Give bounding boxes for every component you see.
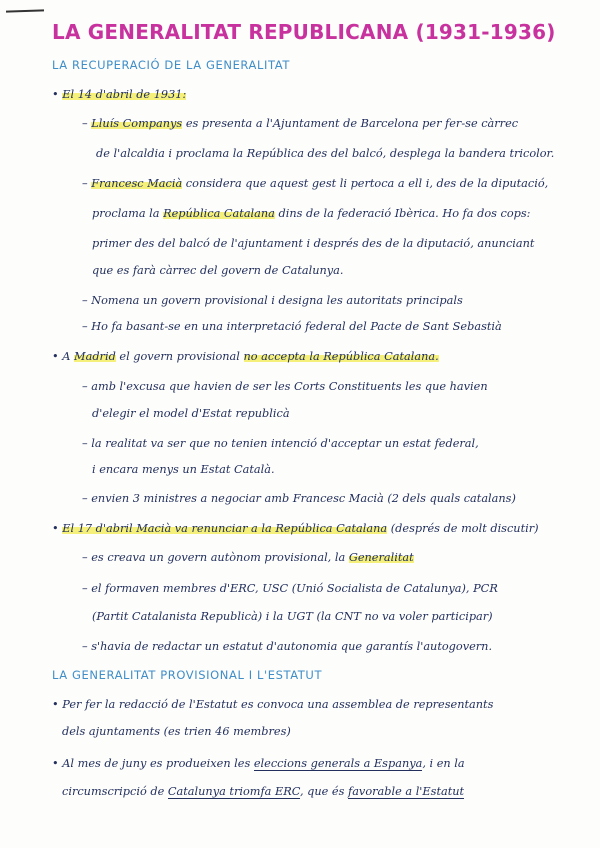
page-title: LA GENERALITAT REPUBLICANA (1931-1936) — [52, 20, 556, 44]
dash-line: – Nomena un govern provisional i designa les autoritats principals — [82, 294, 463, 307]
line-text: de l'alcaldia i proclama la República des del balcó, desplega la bandera tricolor. — [96, 147, 555, 160]
bullet-line: • Al mes de juny es produeixen les eleccions generals a Espanya, i en la — [52, 757, 465, 770]
dash-line: – es creava un govern autònom provisional, la Generalitat — [82, 551, 414, 564]
highlight-date: El 14 d'abril de 1931: — [62, 88, 187, 101]
line-text: , i en la — [422, 757, 465, 770]
line-text: Al mes de juny es produeixen les — [62, 757, 254, 770]
dash-line: – Francesc Macià considera que aquest gest li pertoca a ell i, des de la diputació, — [82, 177, 549, 190]
line-text: , que és — [299, 785, 349, 798]
dash-line: – envien 3 ministres a negociar amb Francesc Macià (2 dels quals catalans) — [82, 492, 516, 505]
line-text: Nomena un govern provisional i designa les autoritats principals — [91, 294, 463, 307]
line-text: amb l'excusa que havien de ser les Corts Constituents les que havien — [91, 380, 488, 393]
highlight-companys: Lluís Companys — [91, 117, 183, 130]
dash-line: – amb l'excusa que havien de ser les Corts Constituents les que havien — [82, 380, 488, 393]
underline-estatut: favorable a l'Estatut — [348, 785, 465, 798]
line-text: envien 3 ministres a negociar amb Francesc Macià (2 dels quals catalans) — [91, 492, 516, 505]
line-text: i encara menys un Estat Català. — [92, 463, 275, 476]
line-text: (Partit Catalanista Republicà) i la UGT (la CNT no va voler participar) — [92, 610, 493, 623]
highlight-no-accepta: no accepta la República Catalana. — [243, 350, 439, 363]
line-text: A — [62, 350, 75, 363]
bullet-line: • El 17 d'abril Macià va renunciar a la República Catalana (després de molt discutir) — [52, 522, 539, 535]
line-text: es presenta a l'Ajuntament de Barcelona per fer-se càrrec — [182, 117, 519, 130]
highlight-generalitat: Generalitat — [348, 551, 414, 564]
line-text: dins de la federació Ibèrica. Ho fa dos cops: — [274, 207, 531, 220]
line-text: circumscripció de — [62, 785, 168, 798]
line-text: considera que aquest gest li pertoca a ell i, des de la diputació, — [182, 177, 549, 190]
bullet-line: • Per fer la redacció de l'Estatut es convoca una assemblea de representants — [52, 698, 494, 711]
line-text: el govern provisional — [115, 350, 244, 363]
highlight-republica: República Catalana — [163, 207, 275, 220]
line-text: el formaven membres d'ERC, USC (Unió Socialista de Catalunya), PCR — [91, 582, 498, 595]
line-text: dels ajuntaments (es trien 46 membres) — [62, 725, 291, 738]
section-heading-recuperacio: LA RECUPERACIÓ DE LA GENERALITAT — [52, 58, 290, 72]
line-text: Ho fa basant-se en una interpretació federal del Pacte de Sant Sebastià — [91, 320, 502, 333]
pen-mark — [6, 9, 44, 12]
line-text: Per fer la redacció de l'Estatut es convoca una assemblea de representants — [62, 698, 494, 711]
underline-eleccions: eleccions generals a Espanya — [253, 757, 423, 770]
bullet-line: • El 14 d'abril de 1931: — [52, 88, 187, 101]
bullet-line: • A Madrid el govern provisional no accepta la República Catalana. — [52, 350, 439, 363]
dash-line: – Ho fa basant-se en una interpretació federal del Pacte de Sant Sebastià — [82, 320, 502, 333]
line-text: la realitat va ser que no tenien intenció d'acceptar un estat federal, — [91, 437, 479, 450]
text-line — [92, 207, 531, 220]
line-text: que es farà càrrec del govern de Catalunya. — [92, 264, 344, 277]
line-text: proclama la — [92, 207, 164, 220]
text-line — [62, 785, 464, 798]
highlight-renuncia: El 17 d'abril Macià va renunciar a la República Catalana — [62, 522, 388, 535]
line-text: s'havia de redactar un estatut d'autonomia que garantís l'autogovern. — [91, 640, 493, 653]
highlight-madrid: Madrid — [74, 350, 116, 363]
line-text: d'elegir el model d'Estat republicà — [92, 407, 290, 420]
highlight-macia: Francesc Macià — [91, 177, 183, 190]
line-text: es creava un govern autònom provisional, la — [91, 551, 349, 564]
underline-erc: Catalunya triomfa ERC — [167, 785, 300, 798]
dash-line: – Lluís Companys es presenta a l'Ajuntament de Barcelona per fer-se càrrec — [82, 117, 519, 130]
line-text: primer des del balcó de l'ajuntament i després des de la diputació, anunciant — [92, 237, 535, 250]
dash-line: – el formaven membres d'ERC, USC (Unió Socialista de Catalunya), PCR — [82, 582, 498, 595]
section-heading-provisional: LA GENERALITAT PROVISIONAL I L'ESTATUT — [52, 668, 323, 682]
dash-line: – s'havia de redactar un estatut d'autonomia que garantís l'autogovern. — [82, 640, 493, 653]
dash-line: – la realitat va ser que no tenien intenció d'acceptar un estat federal, — [82, 437, 479, 450]
line-text: (després de molt discutir) — [387, 522, 539, 535]
